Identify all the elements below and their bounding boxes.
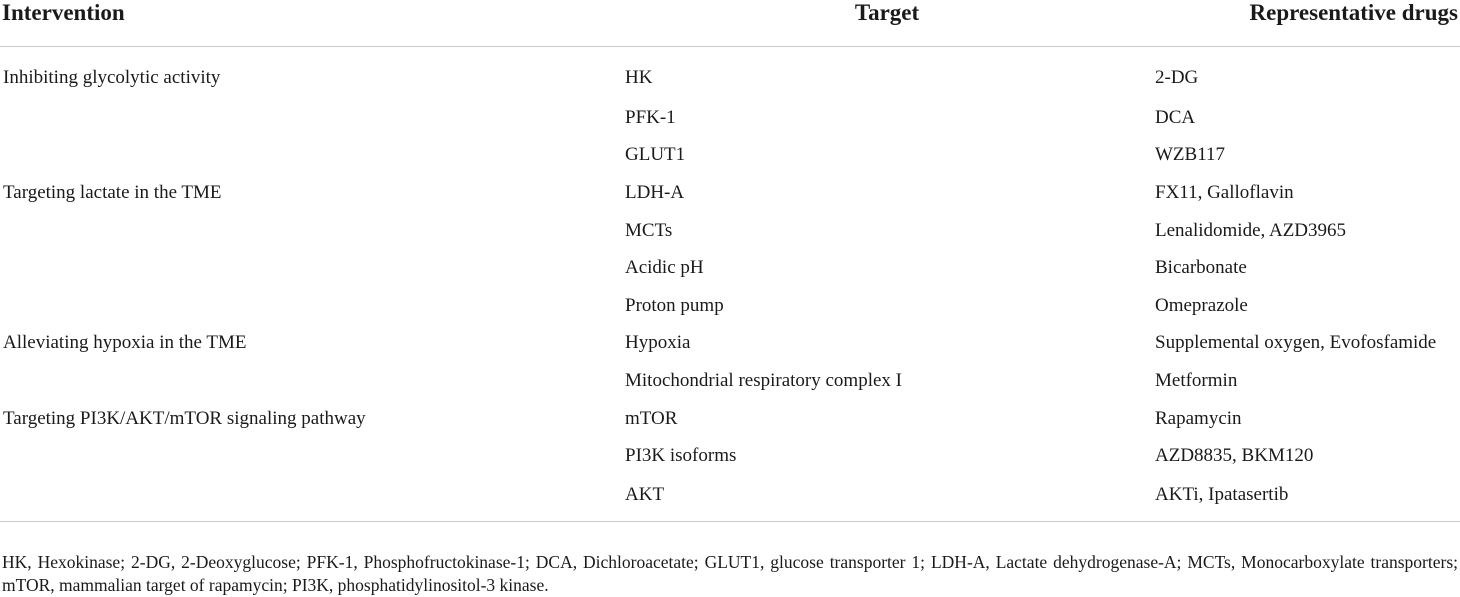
- cell-intervention: [0, 475, 622, 522]
- table-row: [0, 287, 1460, 325]
- cell-intervention: [0, 99, 622, 137]
- cell-intervention: Targeting lactate in the TME: [3, 181, 222, 203]
- cell-target: PI3K isoforms: [625, 445, 737, 467]
- cell-target: Hypoxia: [625, 332, 691, 354]
- cell-drugs: Bicarbonate: [1155, 257, 1247, 279]
- cell-drugs: WZB117: [1155, 144, 1226, 166]
- cell-target: LDH-A: [625, 181, 685, 203]
- table-row: [0, 437, 1460, 475]
- cell-drugs: FX11, Galloflavin: [1155, 181, 1294, 203]
- header-target: Target: [622, 0, 1152, 47]
- table-row: [0, 475, 1460, 522]
- cell-target: AKT: [622, 475, 1152, 522]
- cell-target: HK: [625, 67, 653, 88]
- table-row: [0, 325, 1460, 363]
- cell-drugs: Rapamycin: [1155, 407, 1242, 429]
- table-row: [0, 249, 1460, 287]
- cell-intervention: [0, 437, 622, 475]
- cell-drugs: Omeprazole: [1155, 294, 1248, 316]
- cell-intervention: [0, 212, 622, 250]
- table-row: [0, 137, 1460, 175]
- table-row: [0, 212, 1460, 250]
- cell-drugs: 2-DG: [1155, 67, 1199, 88]
- table-row: [0, 174, 1460, 212]
- table-row: [0, 362, 1460, 400]
- cell-intervention: [0, 249, 622, 287]
- cell-intervention: Inhibiting glycolytic activity: [3, 67, 221, 88]
- cell-target: GLUT1: [625, 144, 686, 166]
- cell-intervention: [0, 362, 622, 400]
- header-row: [0, 0, 1460, 47]
- cell-drugs: AKTi, Ipatasertib: [1152, 475, 1460, 522]
- cell-intervention: [0, 287, 622, 325]
- cell-target: PFK-1: [625, 106, 676, 128]
- cell-target: mTOR: [625, 407, 678, 429]
- header-drugs: Representative drugs: [1152, 0, 1460, 47]
- table-body: [0, 47, 1460, 522]
- header-intervention: Intervention: [0, 0, 622, 47]
- table-footnote: HK, Hexokinase; 2-DG, 2-Deoxyglucose; PFK-1, Phosphofructokinase-1; DCA, Dichloroacetate; GLUT1, glucose transporter 1; LDH-A, Lactate dehydrogenase-A; MCTs, Monocarboxylate transporters; mTOR, mammalian target of rapamycin; PI3K, phosphatidylinositol-3 kinase.: [2, 551, 1458, 595]
- cell-drugs: Supplemental oxygen, Evofosfamide: [1155, 332, 1437, 354]
- cell-intervention: Alleviating hypoxia in the TME: [3, 332, 247, 354]
- table-row: [0, 400, 1460, 438]
- cell-target: Proton pump: [625, 294, 724, 316]
- table-header: [0, 0, 1460, 47]
- table-row: [0, 47, 1460, 100]
- cell-drugs: AZD8835, BKM120: [1155, 445, 1314, 467]
- cell-drugs: DCA: [1155, 106, 1196, 128]
- cell-target: MCTs: [625, 219, 673, 241]
- cell-target: Acidic pH: [625, 257, 704, 279]
- table-row: [0, 99, 1460, 137]
- cell-intervention: Targeting PI3K/AKT/mTOR signaling pathway: [3, 407, 366, 429]
- cell-intervention: [0, 137, 622, 175]
- cell-target: Mitochondrial respiratory complex I: [625, 369, 903, 391]
- cell-drugs: Lenalidomide, AZD3965: [1155, 219, 1347, 241]
- cell-drugs: Metformin: [1155, 369, 1238, 391]
